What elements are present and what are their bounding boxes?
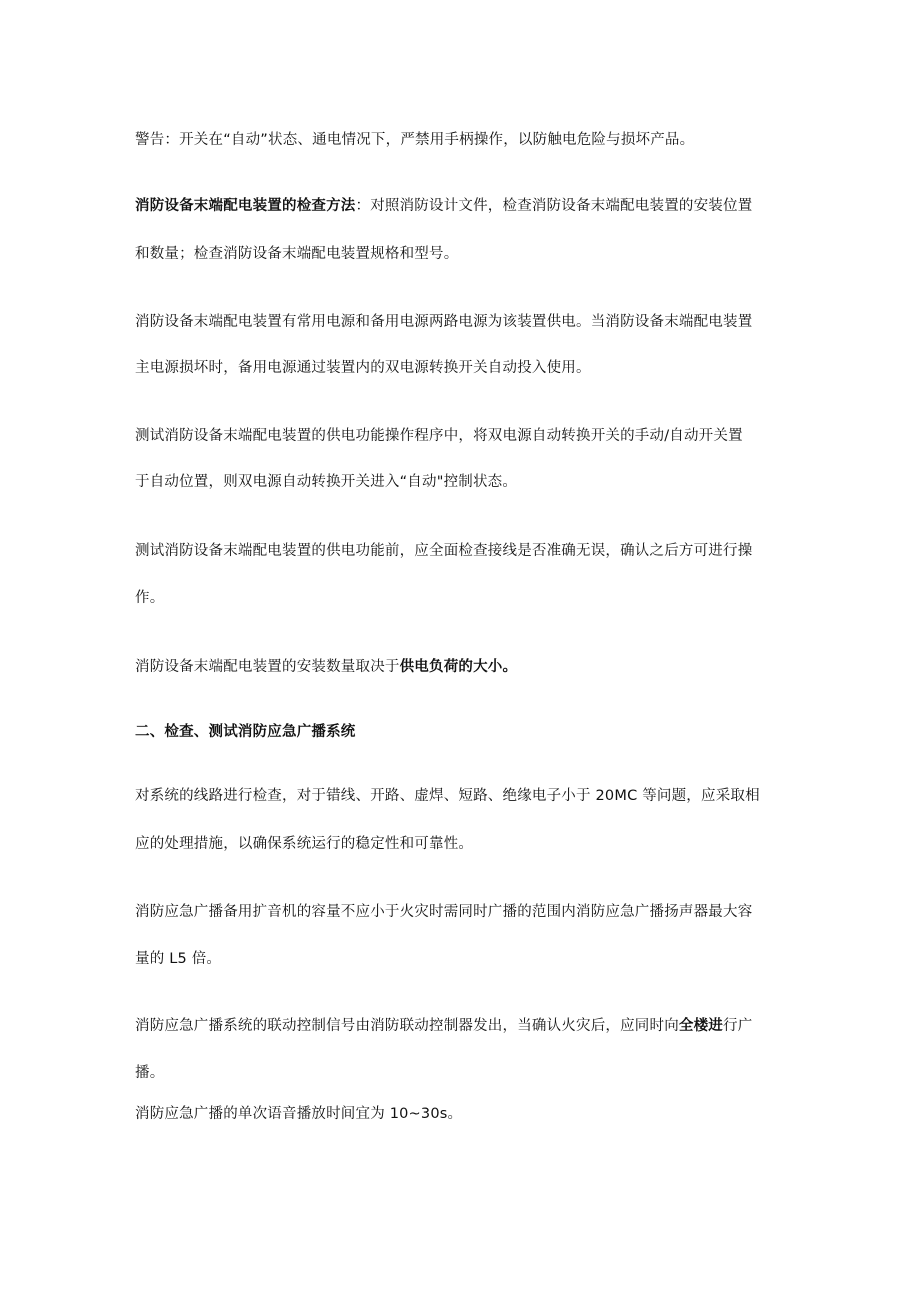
linkage-control-line-2: 播。 xyxy=(135,1065,165,1081)
power-source-line-2: 主电源损坏时，备用电源通过装置内的双电源转换开关自动投入使用。 xyxy=(135,360,591,376)
whole-building-emphasis: 全楼进 xyxy=(678,1018,724,1034)
warning-paragraph: 警告：开关在“自动”状态、通电情况下，严禁用手柄操作，以防触电危险与损坏产品。 xyxy=(135,132,695,148)
inspection-method-term: 消防设备末端配电装置的检查方法 xyxy=(135,198,356,214)
test-procedure-line-1: 测试消防设备末端配电装置的供电功能操作程序中，将双电源自动转换开关的手动/自动开关置 xyxy=(135,428,743,444)
playback-duration-paragraph: 消防应急广播的单次语音播放时间宜为 10~30s。 xyxy=(135,1106,463,1122)
linkage-control-line-1: 消防应急广播系统的联动控制信号由消防联动控制器发出，当确认火灾后，应同时向全楼进行广 xyxy=(135,1018,753,1034)
installation-quantity-paragraph: 消防设备末端配电装置的安装数量取决于供电负荷的大小。 xyxy=(135,659,518,675)
test-procedure-line-2: 于自动位置，则双电源自动转换开关进入“自动"控制状态。 xyxy=(135,474,518,490)
inspection-method-line-1: 消防设备末端配电装置的检查方法：对照消防设计文件，检查消防设备末端配电装置的安装位置 xyxy=(135,198,753,214)
inspection-method-line-2: 和数量；检查消防设备末端配电装置规格和型号。 xyxy=(135,246,459,262)
line-check-line-2: 应的处理措施，以确保系统运行的稳定性和可靠性。 xyxy=(135,836,474,852)
pre-test-check-line-2: 作。 xyxy=(135,590,165,606)
line-check-line-1: 对系统的线路进行检查，对于错线、开路、虚焊、短路、绝缘电子小于 20MC 等问题，应采取相 xyxy=(135,788,760,804)
amplifier-capacity-line-1: 消防应急广播备用扩音机的容量不应小于火灾时需同时广播的范围内消防应急广播扬声器最大容 xyxy=(135,904,753,920)
pre-test-check-line-1: 测试消防设备末端配电装置的供电功能前，应全面检查接线是否准确无误，确认之后方可进行操 xyxy=(135,543,753,559)
load-size-emphasis: 供电负荷的大小。 xyxy=(399,659,518,675)
section-heading: 二、检查、测试消防应急广播系统 xyxy=(135,724,356,740)
power-source-line-1: 消防设备末端配电装置有常用电源和备用电源两路电源为该装置供电。当消防设备末端配电装置 xyxy=(135,314,753,330)
amplifier-capacity-line-2: 量的 L5 倍。 xyxy=(135,951,222,967)
